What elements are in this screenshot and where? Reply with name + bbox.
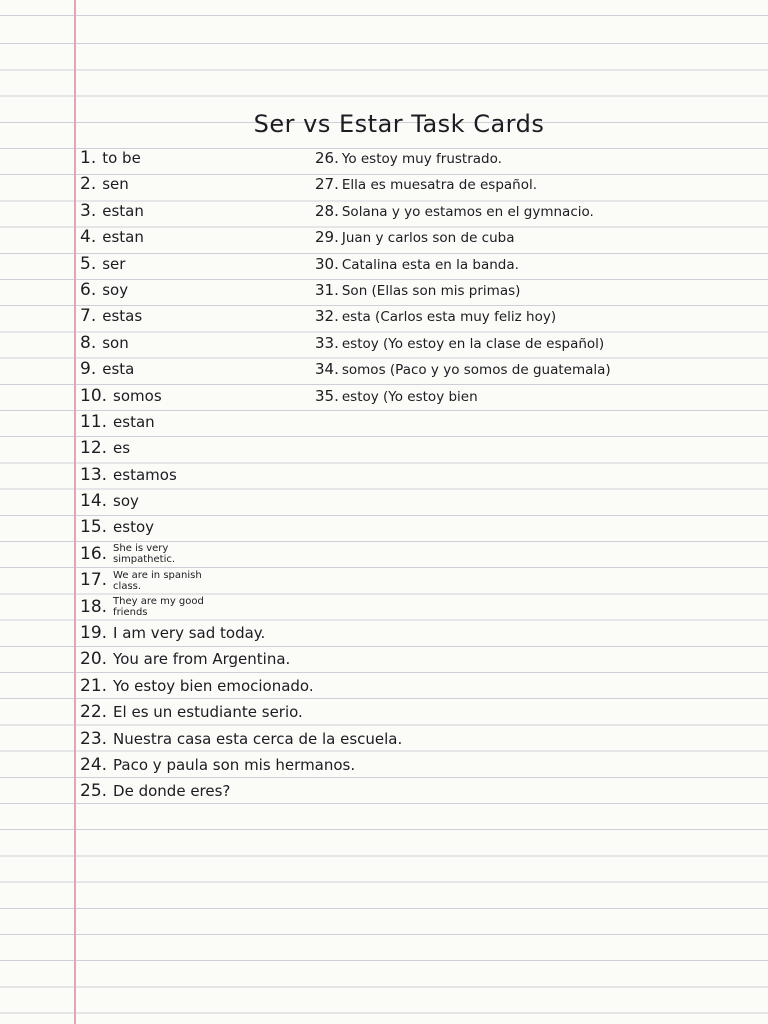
- item-number: 28.: [315, 201, 339, 220]
- item-answer: es: [113, 439, 131, 458]
- answers-column-left: [80, 145, 403, 805]
- list-item: [80, 356, 340, 382]
- item-answer: soy: [113, 492, 139, 511]
- item-answer: estoy: [113, 518, 155, 537]
- list-item: [80, 462, 340, 488]
- list-item: [80, 594, 340, 620]
- item-number: 18.: [80, 596, 108, 617]
- list-item: [80, 620, 340, 646]
- item-answer: I am very sad today.: [113, 624, 266, 643]
- item-number: 4.: [80, 227, 97, 248]
- item-answer: ser: [102, 254, 126, 273]
- item-answer: She is very simpathetic.: [113, 543, 176, 566]
- list-item: [80, 409, 340, 435]
- list-item: [80, 673, 340, 699]
- item-answer: estan: [113, 412, 155, 431]
- item-answer: estas: [102, 307, 143, 326]
- item-number: 3.: [80, 200, 97, 221]
- item-number: 24.: [80, 754, 108, 775]
- item-number: 6.: [80, 279, 97, 300]
- item-number: 8.: [80, 332, 97, 353]
- item-number: 35.: [315, 386, 339, 405]
- item-number: 25.: [80, 781, 108, 802]
- answers-column-right: [315, 145, 735, 409]
- list-item: [80, 383, 340, 409]
- item-answer: esta (Carlos esta muy feliz hoy): [341, 309, 557, 326]
- item-answer: to be: [102, 149, 141, 167]
- item-answer: You are from Argentina.: [113, 650, 291, 669]
- list-item: [80, 224, 340, 250]
- list-item: [315, 171, 735, 197]
- item-number: 19.: [80, 623, 108, 644]
- item-answer: Nuestra casa esta cerca de la escuela.: [113, 729, 403, 748]
- list-item: [80, 646, 340, 672]
- item-answer: They are my good friends: [113, 596, 204, 619]
- item-answer: son: [102, 333, 129, 352]
- list-item: [80, 778, 340, 804]
- list-item: [315, 224, 735, 250]
- item-number: 22.: [80, 702, 108, 723]
- item-answer: Paco y paula son mis hermanos.: [113, 755, 356, 774]
- list-item: [80, 145, 340, 171]
- list-item: [80, 514, 340, 540]
- item-number: 5.: [80, 253, 97, 274]
- item-answer: Yo estoy bien emocionado.: [113, 676, 314, 695]
- item-number: 13.: [80, 464, 108, 485]
- item-number: 12.: [80, 438, 108, 459]
- item-number: 15.: [80, 517, 108, 538]
- item-answer: Catalina esta en la banda.: [341, 256, 519, 273]
- item-number: 32.: [315, 307, 339, 326]
- item-answer: estamos: [113, 465, 177, 484]
- margin-line: [74, 0, 76, 1024]
- list-item: [80, 726, 403, 752]
- list-item: [315, 251, 735, 277]
- item-number: 9.: [80, 359, 97, 380]
- list-item: [315, 145, 735, 171]
- list-item: [80, 251, 340, 277]
- item-answer: somos: [113, 386, 162, 405]
- item-number: 34.: [315, 360, 339, 379]
- item-number: 29.: [315, 228, 339, 247]
- list-item: [315, 330, 735, 356]
- item-answer: estoy (Yo estoy en la clase de español): [341, 335, 605, 352]
- item-answer: We are in spanish class.: [113, 569, 202, 592]
- list-item: [80, 488, 340, 514]
- item-number: 14.: [80, 491, 108, 512]
- item-answer: estan: [102, 228, 144, 247]
- item-answer: El es un estudiante serio.: [113, 703, 303, 722]
- item-answer: Ella es muesatra de español.: [341, 177, 538, 194]
- list-item: [315, 277, 735, 303]
- item-answer: somos (Paco y yo somos de guatemala): [341, 362, 611, 379]
- list-item: [315, 356, 735, 382]
- item-number: 30.: [315, 254, 339, 273]
- item-number: 27.: [315, 175, 339, 194]
- item-number: 23.: [80, 728, 108, 749]
- item-answer: sen: [102, 175, 129, 194]
- item-answer: Juan y carlos son de cuba: [341, 230, 515, 247]
- item-answer: estan: [102, 201, 144, 220]
- list-item: [80, 277, 340, 303]
- item-number: 11.: [80, 411, 108, 432]
- item-answer: soy: [102, 280, 129, 299]
- list-item: [80, 303, 340, 329]
- item-number: 17.: [80, 570, 108, 591]
- item-number: 16.: [80, 543, 108, 564]
- item-answer: Solana y yo estamos en el gymnacio.: [341, 203, 594, 220]
- item-answer: esta: [102, 360, 135, 379]
- item-number: 10.: [80, 385, 108, 406]
- item-number: 33.: [315, 333, 339, 352]
- list-item: [80, 330, 340, 356]
- list-item: [315, 383, 735, 409]
- list-item: [80, 435, 340, 461]
- item-answer: Son (Ellas son mis primas): [341, 282, 521, 299]
- item-answer: De donde eres?: [113, 782, 231, 801]
- list-item: [80, 541, 340, 567]
- item-number: 21.: [80, 675, 108, 696]
- list-item: [80, 752, 356, 778]
- list-item: [315, 198, 735, 224]
- list-item: [315, 303, 735, 329]
- item-number: 1.: [80, 148, 97, 168]
- item-answer: Yo estoy muy frustrado.: [341, 151, 502, 167]
- page-title: Ser vs Estar Task Cards: [253, 110, 545, 138]
- item-number: 31.: [315, 280, 339, 299]
- list-item: [80, 171, 340, 197]
- item-answer: estoy (Yo estoy bien: [341, 388, 478, 405]
- item-number: 20.: [80, 649, 108, 670]
- list-item: [80, 198, 340, 224]
- item-number: 26.: [315, 149, 339, 167]
- list-item: [80, 567, 340, 593]
- item-number: 7.: [80, 306, 97, 327]
- list-item: [80, 699, 340, 725]
- item-number: 2.: [80, 174, 97, 195]
